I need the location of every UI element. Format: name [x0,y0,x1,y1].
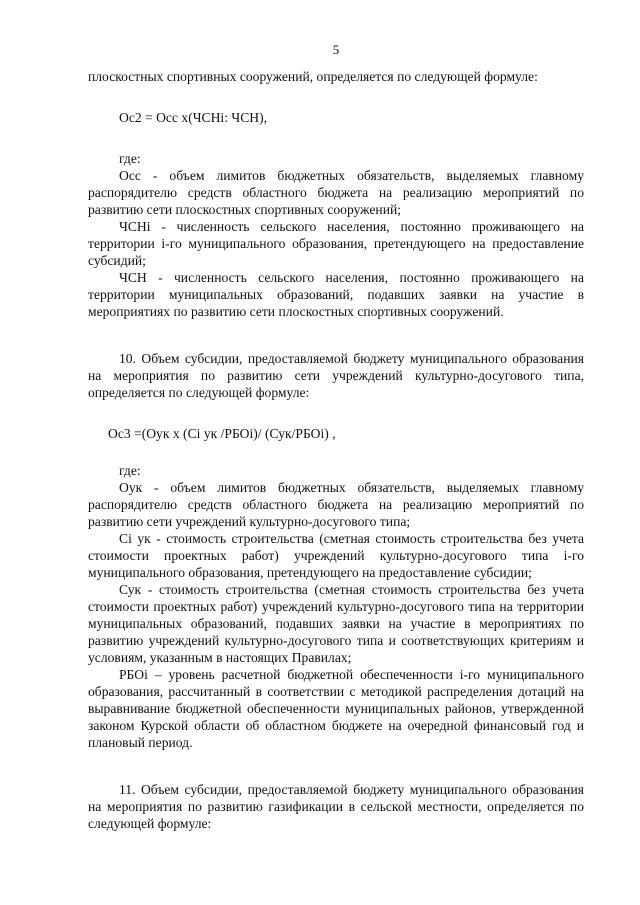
definition-chsn: ЧСН - численность сельского населения, постоянно проживающего на территории муниципальных образований, подавших заявки на участие в мероприятиях по развитию сети плоскостных спортивных сооружений. [88,270,584,319]
definition-ciuk: Сi ук - стоимость строительства (сметная стоимость строительства без учета стоимости проектных работ) учреждений культурно-досугового типа i-го муниципального образования, претендующего на предоставление субсидии; [88,531,584,580]
formula-oc2: Ос2 = Осс х(ЧСНi: ЧСН), [119,110,268,125]
definition-ouk: Оук - объем лимитов бюджетных обязательств, выделяемых главному распорядителю средств областного бюджета на реализацию мероприятий по развитию сети учреждений культурно-досугового типа; [88,480,584,529]
definition-suk: Сук - стоимость строительства (сметная стоимость строительства без учета стоимости проектных работ) учреждений культурно-досугового типа на территории муниципальных образований, подавших заявки на участие в мероприятиях по развитию учреждений культурно-досугового типа и соответствующих критериям и условиям, указанным в настоящих Правилах; [88,582,584,665]
paragraph-11: 11. Объем субсидии, предоставляемой бюджету муниципального образования на мероприятия по развитию газификации в сельской местности, определяется по следующей формуле: [88,782,584,831]
paragraph-intro: плоскостных спортивных сооружений, определяется по следующей формуле: [88,69,538,84]
definition-rboi: РБОi – уровень расчетной бюджетной обеспеченности i-го муниципального образования, рассчитанный в соответствии с методикой распределения дотаций на выравнивание бюджетной обеспеченности муниципальных районов, утвержденной законом Курской области об областном бюджете на очередной финансовый год и плановый период. [88,667,584,750]
definition-occ: Осс - объем лимитов бюджетных обязательств, выделяемых главному распорядителю средств областного бюджета на реализацию мероприятий по развитию сети плоскостных спортивных сооружений; [88,168,584,217]
where-label-1: где: [119,151,141,166]
page-number: 5 [332,42,340,57]
paragraph-10: 10. Объем субсидии, предоставляемой бюджету муниципального образования на мероприятия по развитию сети учреждений культурно-досугового типа, определяется по следующей формуле: [88,351,584,400]
where-label-2: где: [119,463,141,478]
definition-chsni: ЧСНi - численность сельского населения, постоянно проживающего на территории i-го муниципального образования, претендующего на предоставление субсидий; [88,219,584,268]
formula-oc3: Ос3 =(Оук х (Сi ук /РБОi)/ (Сук/РБОi) , [108,426,336,441]
